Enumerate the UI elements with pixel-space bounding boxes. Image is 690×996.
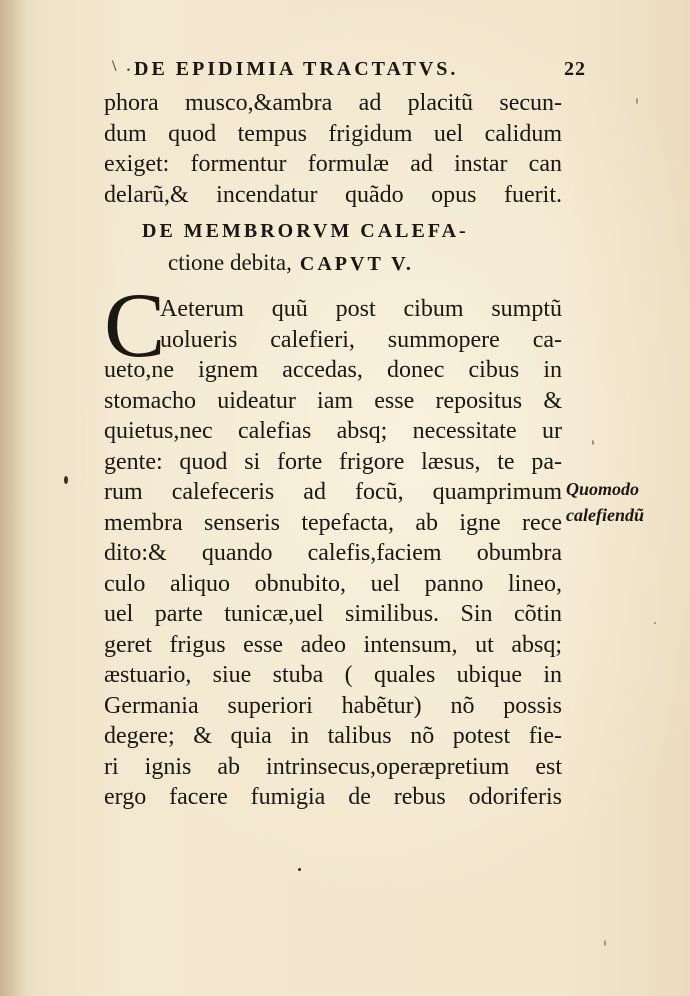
chapter-heading-caput: CAPVT V.: [299, 253, 414, 275]
text-line: æstuario, siue stuba ( quales ubique in: [104, 662, 562, 688]
text-line: dum quod tempus frigidum uel calidum: [104, 120, 562, 147]
running-head-title: DE EPIDIMIA TRACTATVS.: [134, 58, 459, 80]
ink-speck: [636, 98, 638, 104]
marginal-note: [566, 476, 644, 528]
ink-speck: [64, 476, 68, 484]
chapter-heading-lowercase: ctione debita,: [168, 250, 292, 275]
text-line: Aeterum quũ post cibum sumptũ: [160, 296, 562, 322]
text-line: uolueris calefieri, summopere ca-: [160, 326, 562, 353]
text-line: ueto,ne ignem accedas, donec cibus in: [104, 357, 562, 383]
text-line: geret frigus esse adeo intensum, ut absq;: [104, 631, 562, 658]
top-paragraph: [104, 88, 562, 210]
page-number: 22: [564, 58, 586, 80]
chapter-body: [104, 294, 562, 813]
ink-speck: [654, 622, 656, 624]
drop-cap: C: [104, 274, 166, 376]
text-line: rum calefeceris ad focũ, quamprimum: [104, 479, 562, 505]
text-line: uel parte tunicæ,uel similibus. Sin cõtin: [104, 601, 562, 627]
marginal-note-line1: Quomodo: [566, 479, 640, 499]
chapter-heading-line2: [168, 250, 414, 276]
text-line: delarũ,& incendatur quãdo opus fuerit.: [104, 181, 562, 208]
gutter-shadow: [0, 0, 26, 996]
chapter-heading-line1: DE MEMBRORVM CALEFA-: [142, 220, 469, 242]
ink-speck: [592, 440, 594, 445]
text-line: exiget: formentur formulæ ad instar can: [104, 151, 562, 177]
text-line: phora musco,&ambra ad placitũ secun-: [104, 90, 562, 116]
text-line: ri ignis ab intrinsecus,operæpretium est: [104, 753, 562, 780]
ink-speck: [298, 868, 301, 871]
text-line: culo aliquo obnubito, uel panno lineo,: [104, 570, 562, 597]
ink-speck: [604, 940, 606, 946]
text-line: quietus,nec calefias absq; necessitate ur: [104, 418, 562, 444]
text-line: ergo facere fumigia de rebus odoriferis: [104, 784, 562, 810]
running-head-mark: \ .: [112, 58, 134, 75]
text-line: membra senseris tepefacta, ab igne rece: [104, 509, 562, 536]
text-line: Germania superiori habẽtur) nõ possis: [104, 692, 562, 719]
text-line: dito:& quando calefis,faciem obumbra: [104, 540, 562, 566]
text-line: stomacho uideatur iam esse repositus &: [104, 387, 562, 414]
text-line: degere; & quia in talibus nõ potest fie-: [104, 723, 562, 749]
running-head: [112, 54, 612, 84]
marginal-note-line2: calefiendũ: [566, 505, 644, 525]
text-line: gente: quod si forte frigore læsus, te pa-: [104, 448, 562, 475]
